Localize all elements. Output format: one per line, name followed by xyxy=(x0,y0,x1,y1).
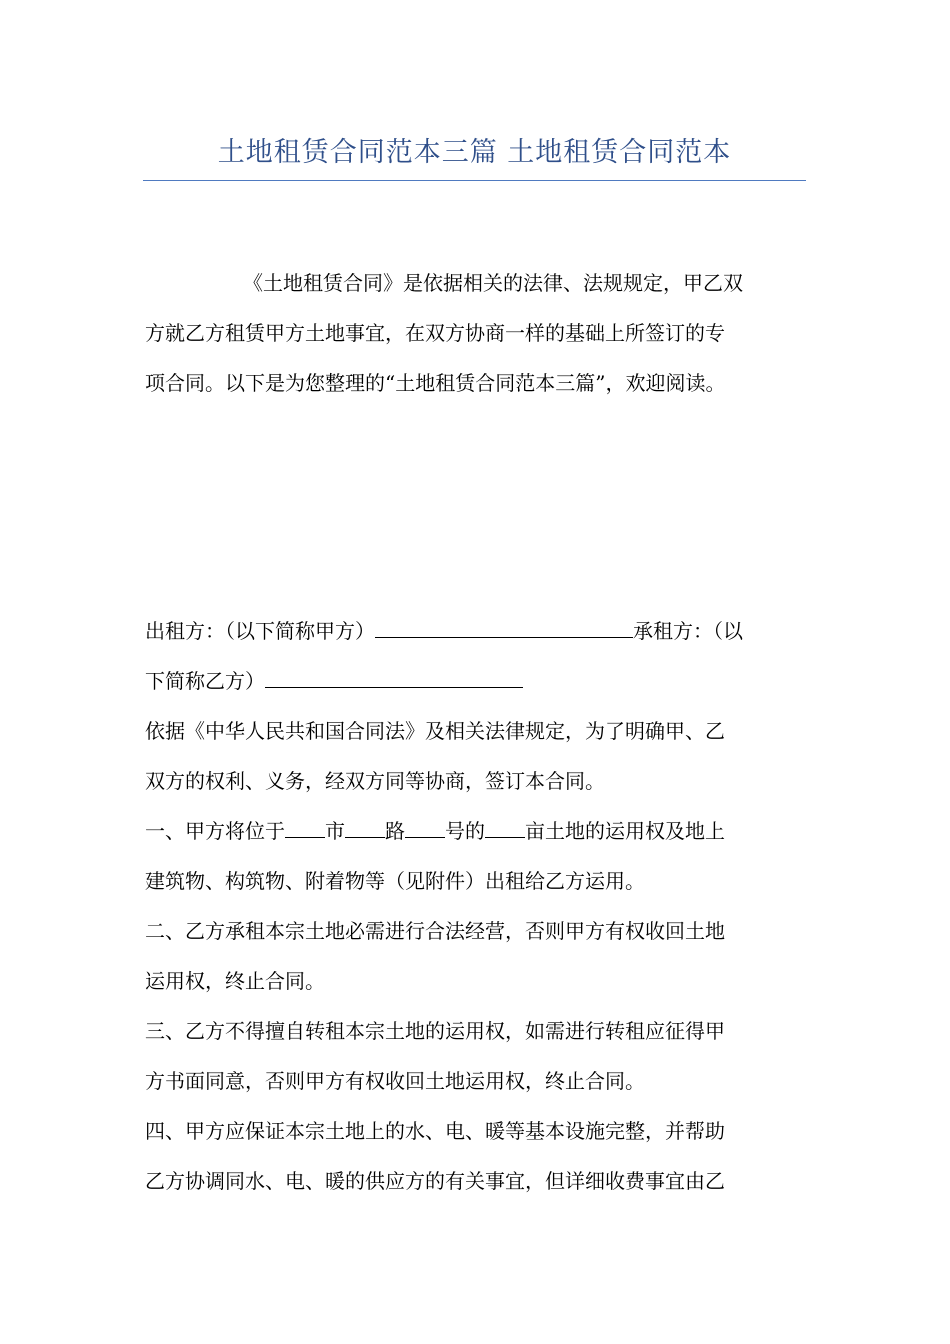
clause-1-line-2: 建筑物、构筑物、附着物等（见附件）出租给乙方运用。 xyxy=(145,869,645,893)
area-blank[interactable] xyxy=(485,815,525,838)
parties-line-1 xyxy=(145,606,807,656)
clause-1-line-1 xyxy=(145,806,807,856)
intro-line-2: 方就乙方租赁甲方土地事宜，在双方协商一样的基础上所签订的专 xyxy=(145,321,725,345)
lessee-label: 承租方：（以 xyxy=(633,619,743,643)
basis-line-2: 双方的权利、义务，经双方同等协商，签订本合同。 xyxy=(145,769,605,793)
city-label: 市 xyxy=(325,819,345,843)
title-underline xyxy=(143,180,806,181)
number-label: 号的 xyxy=(445,819,485,843)
clause-4-line-1: 四、甲方应保证本宗土地上的水、电、暖等基本设施完整，并帮助 xyxy=(145,1119,725,1143)
lessee-label-cont: 下简称乙方） xyxy=(145,669,265,693)
lessor-label: 出租方：（以下简称甲方） xyxy=(145,619,375,643)
lessee-name-blank[interactable] xyxy=(265,665,523,688)
clause-4-line-2: 乙方协调同水、电、暖的供应方的有关事宜，但详细收费事宜由乙 xyxy=(145,1169,725,1193)
intro-line-1: 《土地租赁合同》是依据相关的法律、法规规定，甲乙双 xyxy=(243,271,743,295)
clause-3-line-2: 方书面同意，否则甲方有权收回土地运用权，终止合同。 xyxy=(145,1069,645,1093)
clause-3-line-1: 三、乙方不得擅自转租本宗土地的运用权，如需进行转租应征得甲 xyxy=(145,1019,725,1043)
lessor-name-blank[interactable] xyxy=(375,615,633,638)
clause-2-line-2: 运用权，终止合同。 xyxy=(145,969,325,993)
area-label: 亩土地的运用权及地上 xyxy=(525,819,725,843)
road-blank[interactable] xyxy=(345,815,385,838)
basis-line-1: 依据《中华人民共和国合同法》及相关法律规定，为了明确甲、乙 xyxy=(145,719,725,743)
intro-paragraph xyxy=(145,258,807,408)
number-blank[interactable] xyxy=(405,815,445,838)
intro-line-3: 项合同。以下是为您整理的“土地租赁合同范本三篇”，欢迎阅读。 xyxy=(145,371,726,395)
clause-2-line-1: 二、乙方承租本宗土地必需进行合法经营，否则甲方有权收回土地 xyxy=(145,919,725,943)
city-blank[interactable] xyxy=(285,815,325,838)
clause-1-text: 一、甲方将位于 xyxy=(145,819,285,843)
parties-line-2 xyxy=(145,656,807,706)
contract-body xyxy=(145,606,807,1206)
road-label: 路 xyxy=(385,819,405,843)
document-title: 土地租赁合同范本三篇 土地租赁合同范本 xyxy=(217,137,732,168)
